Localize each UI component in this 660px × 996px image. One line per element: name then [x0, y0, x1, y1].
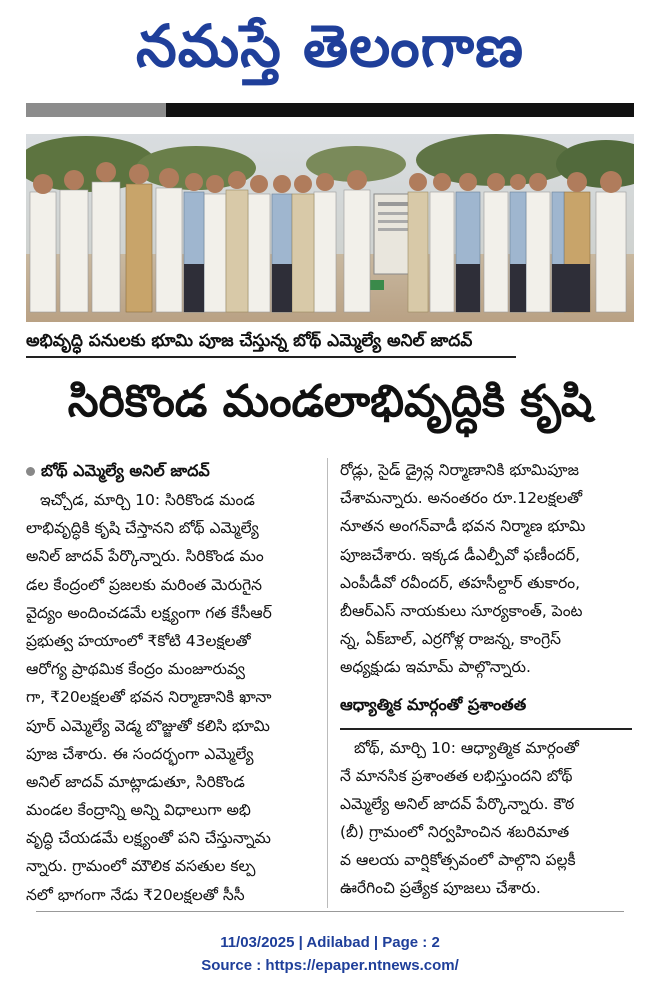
paragraph-line: లాభివృద్ధికి కృషి చేస్తానని బోథ్ ఎమ్మెల్యే	[26, 519, 259, 538]
paragraph-line: ప్రభుత్వ హయాంలో ₹కోటి 43లక్షలతో	[26, 631, 251, 650]
masthead-logo: నమస్తే తెలంగాణ	[136, 12, 524, 80]
paragraph-line: వృద్ధి చేయడమే లక్ష్యంతో పని చేస్తున్నామ	[26, 829, 271, 848]
footer-date-edition: 11/03/2025 | Adilabad | Page : 2	[220, 934, 440, 951]
paragraph-line: నే మానసిక ప్రశాంతత లభిస్తుందని బోథ్	[340, 766, 573, 785]
column-divider	[327, 458, 328, 908]
paragraph-line: మండల కేంద్రాన్ని అన్ని విధాలుగా అభి	[26, 801, 251, 820]
article-column-right	[340, 456, 632, 903]
masthead-rule-black	[166, 103, 634, 117]
paragraph-line: చేశామన్నారు. అనంతరం రూ.12లక్షలతో	[340, 489, 583, 508]
photo-caption: అభివృద్ధి పనులకు భూమి పూజ చేస్తున్న బోథ్ ఎమ్మెల్యే అనిల్ జాదవ్	[26, 326, 516, 358]
article-headline: సిరికొండ మండలాభివృద్ధికి కృషి	[67, 376, 593, 427]
paragraph-line: బోథ్, మార్చి 10: ఆధ్యాత్మిక మార్గంతో	[354, 738, 579, 757]
paragraph-line: నూతన అంగన్‌వాడీ భవన నిర్మాణ భూమి	[340, 517, 586, 536]
footer-source-link[interactable]: Source : https://epaper.ntnews.com/	[201, 957, 459, 974]
paragraph-line: వైద్యం అందించడమే లక్ష్యంగా గత కేసీఆర్	[26, 603, 272, 622]
paragraph-line: ఆరోగ్య ప్రాథమిక కేంద్రం మంజూరువ్వ	[26, 660, 245, 679]
paragraph-line: గా, ₹20లక్షలతో భవన నిర్మాణానికి ఖానా	[26, 688, 272, 707]
paragraph-line: బీఆర్‌ఎస్ నాయకులు సూర్యకాంత్, పెంట	[340, 601, 583, 620]
paragraph-line: అనిల్ జాదవ్ మాట్లాడుతూ, సిరికొండ	[26, 772, 245, 791]
masthead	[0, 0, 660, 100]
paragraph-line: రోడ్లు, సైడ్ డ్రైన్ల నిర్మాణానికి భూమిపూజ	[340, 461, 579, 479]
paragraph-line: ఇచ్చోడ, మార్చి 10: సిరికొండ మండ	[40, 491, 255, 509]
article-bottom-rule	[36, 911, 624, 912]
paragraph-line: అధ్యక్షుడు ఇమామ్ పాల్గొన్నారు.	[340, 658, 531, 677]
news-photo	[26, 134, 634, 322]
paragraph-line: నలో భాగంగా నేడు ₹20లక్షలతో సీసీ	[26, 885, 245, 904]
paragraph-line: అనిల్ జాదవ్ పేర్కొన్నారు. సిరికొండ మం	[26, 547, 264, 566]
masthead-rule-grey	[26, 103, 166, 117]
article-subheading: ఆధ్యాత్మిక మార్గంతో ప్రశాంతత	[340, 682, 632, 730]
paragraph-line: ఎమ్మెల్యే అనిల్ జాదవ్ పేర్కొన్నారు. కౌఠ	[340, 794, 575, 813]
news-photo-illustration	[26, 134, 634, 322]
paragraph-line: డల కేంద్రంలో ప్రజలకు మరింత మెరుగైన	[26, 575, 263, 594]
article-byline	[26, 456, 318, 486]
paragraph-line: న్న, ఏక్‌బాల్, ఎర్రగోళ్ల రాజన్న, కాంగ్రెస్	[340, 630, 562, 649]
paragraph-line: (బీ) గ్రామంలో నిర్వహించిన శబరిమాత	[340, 823, 570, 842]
paragraph-line: పూజచేశారు. ఇక్కడ డీఎల్పీవో ఫణీందర్,	[340, 545, 581, 564]
byline-text: బోథ్ ఎమ్మెల్యే అనిల్ జాదవ్	[41, 461, 210, 480]
article-column-left	[26, 456, 318, 909]
paragraph-line: పూజ చేశారు. ఈ సందర్భంగా ఎమ్మెల్యే	[26, 744, 254, 763]
paragraph-line: వ ఆలయ వార్షికోత్సవంలో పాల్గొని పల్లకీ	[340, 851, 576, 870]
bullet-icon	[26, 467, 35, 476]
paragraph-line: పూర్ ఎమ్మెల్యే వెడ్మ బొజ్జుతో కలిసి భూమి	[26, 716, 270, 735]
paragraph-line: ఎంపీడీవో రవీందర్, తహసీల్దార్ తుకారం,	[340, 573, 581, 592]
paragraph-line: న్నారు. గ్రామంలో మౌలిక వసతుల కల్ప	[26, 857, 256, 876]
paragraph-line: ఊరేగించి ప్రత్యేక పూజలు చేశారు.	[340, 879, 541, 898]
